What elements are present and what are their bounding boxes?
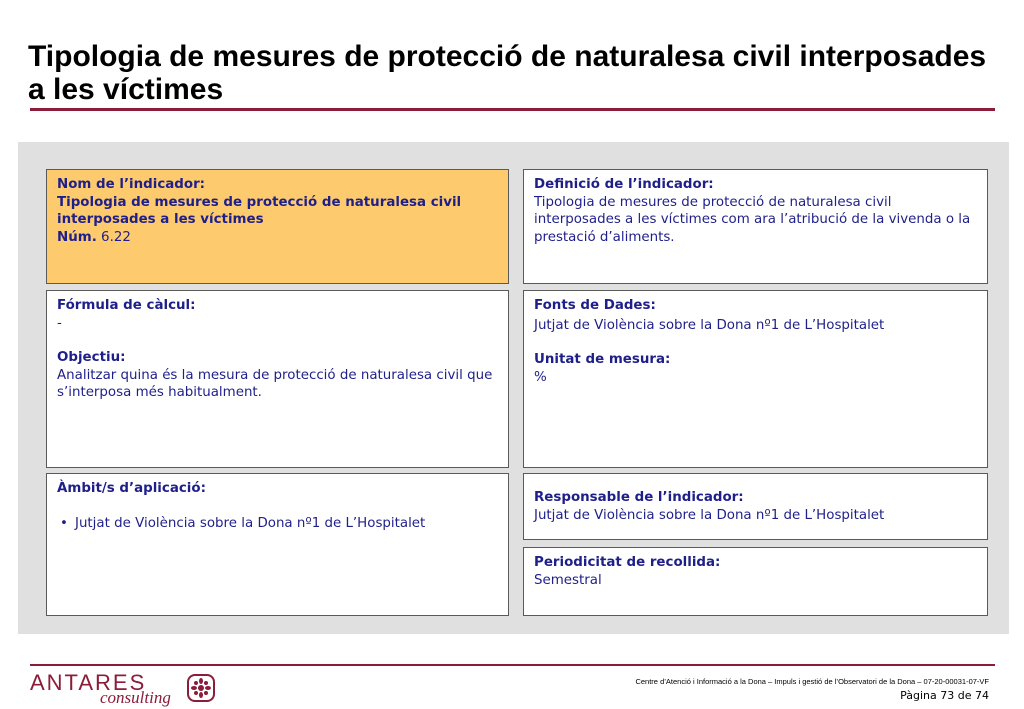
periodicity-text: Semestral <box>534 572 602 588</box>
indicator-name-label: Nom de l’indicador: <box>57 177 206 192</box>
formula-text: - <box>57 315 62 331</box>
page-title: Tipologia de mesures de protecció de naturalesa civil interposades a les víctimes <box>28 40 987 106</box>
data-sources-text: Jutjat de Violència sobre la Dona nº1 de L’Hospitalet <box>534 317 885 333</box>
formula-box <box>46 290 509 468</box>
objective-text: Analitzar quina és la mesura de protecció de naturalesa civil que s’interposa més habitualment. <box>57 367 493 400</box>
company-logo-wordmark: ANTARES <box>30 670 147 695</box>
scope-box <box>46 473 509 616</box>
scope-label: Àmbit/s d’aplicació: <box>57 481 206 496</box>
indicator-number-row <box>57 229 498 247</box>
unit-text: % <box>534 369 547 385</box>
definition-label: Definició de l’indicador: <box>534 177 714 192</box>
responsible-text: Jutjat de Violència sobre la Dona nº1 de L’Hospitalet <box>534 507 885 523</box>
unit-label: Unitat de mesura: <box>534 352 671 367</box>
responsible-box <box>523 473 988 540</box>
responsible-label: Responsable de l’indicador: <box>534 490 744 505</box>
data-sources-box <box>523 290 988 468</box>
periodicity-label: Periodicitat de recollida: <box>534 555 721 570</box>
company-logo-icon <box>186 673 216 703</box>
data-sources-label: Fonts de Dades: <box>534 298 656 313</box>
formula-label: Fórmula de càlcul: <box>57 298 196 313</box>
page-number: Pàgina 73 de 74 <box>900 689 989 702</box>
footer-document-reference: Centre d’Atenció i Informació a la Dona – Impuls i gestió de l’Observatori de la Dona – 07-20-00031-07-VF <box>635 677 989 686</box>
indicator-number-value: 6.22 <box>101 229 131 245</box>
definition-box <box>523 169 988 284</box>
definition-text: Tipologia de mesures de protecció de naturalesa civil interposades a les víctimes com ara l’atribució de la vivenda o la prestació d’aliments. <box>534 194 971 245</box>
title-divider <box>30 108 995 111</box>
objective-label: Objectiu: <box>57 350 126 365</box>
footer-divider <box>30 664 995 666</box>
company-logo-subtitle: consulting <box>100 688 171 707</box>
indicator-number-label: Núm. <box>57 229 97 245</box>
indicator-name-value: Tipologia de mesures de protecció de naturalesa civil interposades a les víctimes <box>57 194 462 227</box>
indicator-name-box <box>46 169 509 284</box>
periodicity-box <box>523 547 988 616</box>
scope-list-item: • Jutjat de Violència sobre la Dona nº1 de L’Hospitalet <box>57 515 498 533</box>
